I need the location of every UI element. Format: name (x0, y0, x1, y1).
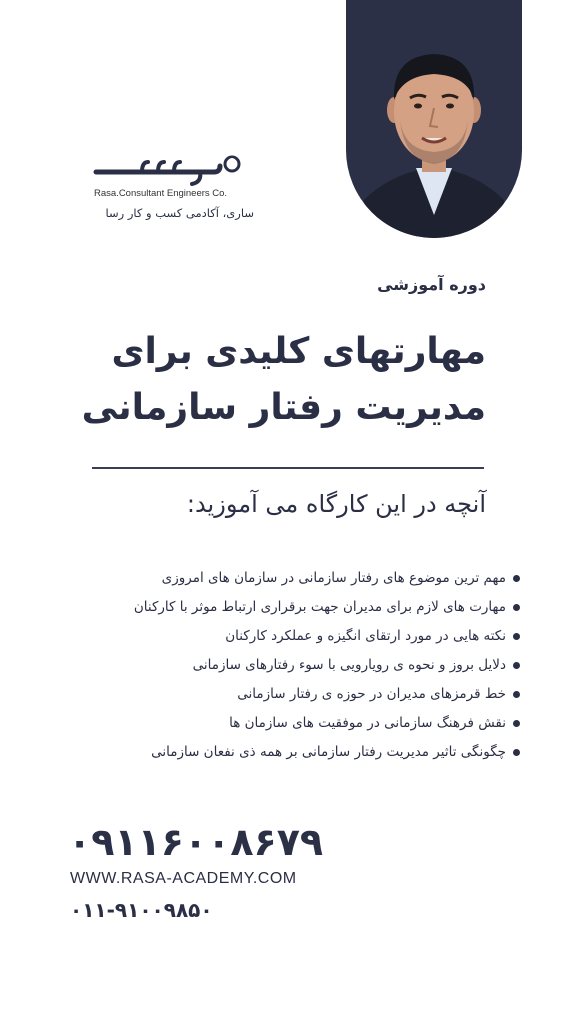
bullet-icon (513, 633, 520, 640)
instructor-portrait (346, 0, 522, 238)
course-title (46, 324, 486, 436)
course-label: دوره آموزشی (377, 275, 486, 294)
bullet-icon (513, 575, 520, 582)
course-title-line-1: مهارتهای کلیدی برای (111, 331, 486, 372)
bullet-icon (513, 662, 520, 669)
logo-english-name: Rasa.Consultant Engineers Co. (94, 188, 228, 199)
list-item (40, 709, 520, 738)
bullet-icon (513, 604, 520, 611)
bullet-icon (513, 691, 520, 698)
list-item-text: چگونگی تاثیر مدیریت رفتار سازمانی بر همه ذی نفعان سازمانی (151, 744, 506, 760)
divider (92, 467, 484, 469)
logo-persian-tagline: ساری، آکادمی کسب و کار رسا (105, 206, 254, 220)
mobile-number[interactable]: ۰۹۱۱۶۰۰۸۶۷۹ (68, 820, 324, 864)
bullet-icon (513, 720, 520, 727)
instructor-photo-panel (346, 0, 522, 238)
list-item (40, 622, 520, 651)
list-item (40, 738, 520, 767)
list-item-text: خط قرمزهای مدیران در حوزه ی رفتار سازمانی (237, 686, 506, 702)
website-link[interactable]: WWW.RASA-ACADEMY.COM (70, 870, 297, 887)
list-item-text: نقش فرهنگ سازمانی در موفقیت های سازمان ها (229, 715, 506, 731)
landline-number[interactable]: ۰۱۱-۹۱۰۰۹۸۵۰ (70, 898, 213, 922)
list-item (40, 680, 520, 709)
list-item (40, 593, 520, 622)
learning-points-list (40, 564, 520, 767)
course-title-line-2: مدیریت رفتار سازمانی (81, 387, 486, 428)
list-item (40, 564, 520, 593)
rasa-logo (92, 148, 262, 228)
section-heading: آنچه در این کارگاه می آموزید: (186, 490, 486, 518)
list-item-text: مهارت های لازم برای مدیران جهت برقراری ارتباط موثر با کارکنان (133, 599, 506, 615)
rasa-logo-mark (92, 148, 242, 188)
list-item-text: نکته هایی در مورد ارتقای انگیزه و عملکرد کارکنان (225, 628, 506, 644)
bullet-icon (513, 749, 520, 756)
list-item (40, 651, 520, 680)
list-item-text: مهم ترین موضوع های رفتار سازمانی در سازمان های امروزی (161, 570, 506, 586)
list-item-text: دلایل بروز و نحوه ی رویارویی با سوء رفتارهای سازمانی (192, 657, 506, 673)
